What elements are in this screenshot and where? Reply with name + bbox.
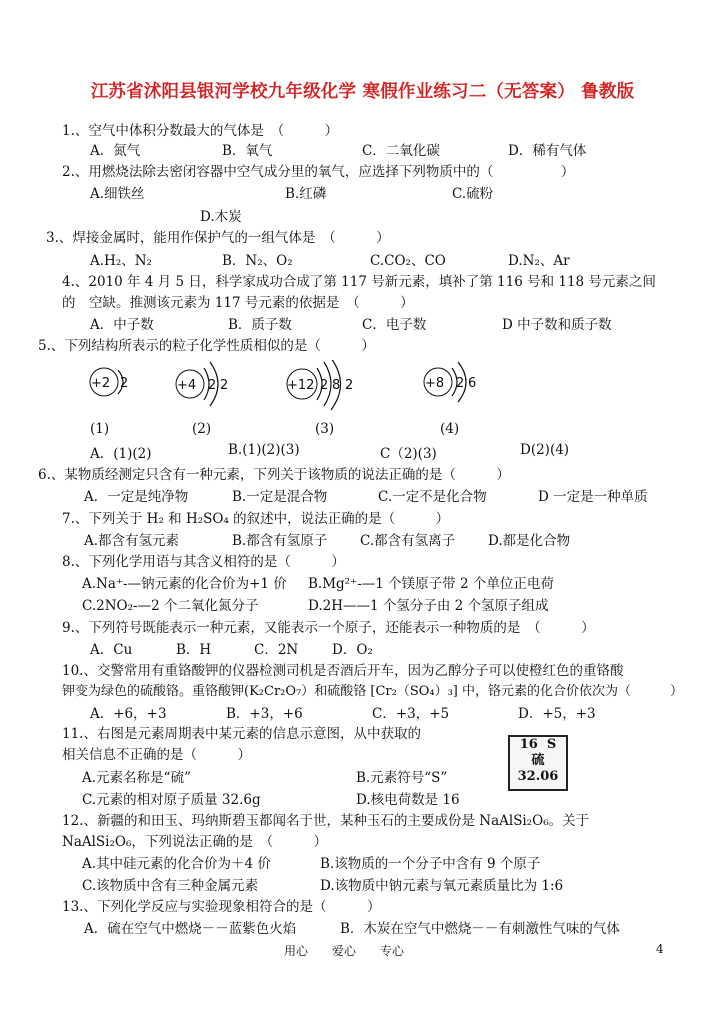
q9-option-d: D．O₂ <box>332 642 373 658</box>
q10-option-b: B．+3，+6 <box>226 706 303 722</box>
q3-option-d: D.N₂、Ar <box>508 253 570 269</box>
question-9-stem: 9.、下列符号既能表示一种元素，又能表示一个原子，还能表示一种物质的是 （ ） <box>62 620 595 636</box>
question-2-stem: 2.、用燃烧法除去密闭容器中空气成分里的氧气，应选择下列物质中的（ ） <box>62 164 575 180</box>
q7-option-c: C.都含有氢离子 <box>360 533 456 549</box>
svg-text:+4: +4 <box>177 378 197 393</box>
q5-option-d: D(2)(4) <box>520 442 570 458</box>
atom-diagram-4 <box>424 362 476 402</box>
element-name: 硫 <box>531 753 545 768</box>
q10-option-c: C．+3，+5 <box>372 706 450 722</box>
q9-option-a: A．Cu <box>90 642 133 658</box>
question-7-stem: 7.、下列关于 H₂ 和 H₂SO₄ 的叙述中，说法正确的是（ ） <box>62 511 450 527</box>
q3-option-c: C.CO₂、CO <box>370 253 446 269</box>
q8-option-a: A.Na⁺-—钠元素的化合价为+1 价 <box>82 576 287 592</box>
question-8-stem: 8.、下列化学用语与其含义相符的是（ ） <box>62 554 345 570</box>
q12-option-b: B.该物质的一个分子中含有 9 个原子 <box>320 856 541 872</box>
q13-option-b: B．木炭在空气中燃烧－－有刺激性气味的气体 <box>340 921 620 937</box>
diagram-label-2: (2) <box>192 421 212 437</box>
q1-option-a: A．氮气 <box>90 143 141 159</box>
q12-option-c: C.该物质中含有三种金属元素 <box>82 878 259 894</box>
periodic-element-card <box>508 735 568 791</box>
footer-word-1: 用心 <box>284 944 309 958</box>
nucleus-label: +2 <box>91 376 111 391</box>
svg-text:6: 6 <box>468 376 477 391</box>
page-number: 4 <box>656 942 664 956</box>
svg-text:+8: +8 <box>425 376 445 391</box>
question-4-stem-cont: 的 空缺。推测该元素为 117 号元素的依据是 （ ） <box>62 295 414 311</box>
atomic-number: 16 <box>519 737 538 752</box>
question-12-stem: 12.、新疆的和田玉、玛纳斯碧玉都闻名于世，某种玉石的主要成份是 NaAlSi₂O₆。关于 <box>62 813 590 829</box>
svg-text:2: 2 <box>456 376 465 391</box>
q2-option-b: B.红磷 <box>285 186 327 202</box>
q11-option-d: D.核电荷数是 16 <box>356 792 460 808</box>
q6-option-c: C.一定不是化合物 <box>378 489 487 505</box>
svg-text:2: 2 <box>208 378 217 393</box>
svg-text:+12: +12 <box>287 378 315 393</box>
svg-text:8: 8 <box>332 378 341 393</box>
q6-option-a: A．一定是纯净物 <box>84 489 189 505</box>
question-4-stem: 4.、2010 年 4 月 5 日，科学家成功合成了第 117 号新元素，填补了第 116 号和 118 号元素之间 <box>62 274 656 290</box>
q3-option-a: A.H₂、N₂ <box>90 253 152 269</box>
q5-option-a: A．(1)(2) <box>90 446 152 462</box>
q6-option-d: D 一定是一种单质 <box>538 489 648 505</box>
q11-option-c: C.元素的相对原子质量 32.6g <box>82 792 261 808</box>
atomic-structure-diagrams <box>80 360 500 420</box>
q12-option-d: D.该物质中钠元素与氧元素质量比为 1:6 <box>320 878 564 894</box>
q4-option-b: B．质子数 <box>228 317 292 333</box>
q7-option-d: D.都是化合物 <box>488 533 571 549</box>
svg-text:2: 2 <box>345 378 354 393</box>
q10-option-a: A．+6，+3 <box>90 706 167 722</box>
q13-option-a: A．硫在空气中燃烧－－蓝紫色火焰 <box>84 921 297 937</box>
question-5-stem: 5.、下列结构所表示的粒子化学性质相似的是（ ） <box>38 338 375 354</box>
q2-option-d: D.木炭 <box>200 209 242 225</box>
q1-option-d: D．稀有气体 <box>508 143 587 159</box>
atom-diagram-3 <box>287 360 353 410</box>
atom-diagram-2 <box>176 362 228 406</box>
q4-option-a: A．中子数 <box>90 317 154 333</box>
atomic-mass: 32.06 <box>517 769 559 784</box>
q1-option-b: B．氧气 <box>222 143 273 159</box>
question-11-stem: 11.、右图是元素周期表中某元素的信息示意图，从中获取的 <box>62 726 421 742</box>
footer-word-2: 爱心 <box>332 944 357 958</box>
q2-option-a: A.细铁丝 <box>90 186 145 202</box>
q7-option-b: B.都含有氢原子 <box>232 533 328 549</box>
question-13-stem: 13.、下列化学反应与实验现象相符合的是（ ） <box>62 899 381 915</box>
svg-text:2: 2 <box>320 378 329 393</box>
diagram-label-3: (3) <box>315 421 335 437</box>
q5-option-c: C（2)(3) <box>380 446 437 462</box>
q9-option-c: C．2N <box>254 642 299 658</box>
question-11-stem-cont: 相关信息不正确的是（ ） <box>62 747 251 763</box>
q7-option-a: A.都含有氢元素 <box>84 533 180 549</box>
question-6-stem: 6.、某物质经测定只含有一种元素，下列关于该物质的说法正确的是（ ） <box>38 467 510 483</box>
atom-diagram-1 <box>90 368 128 396</box>
q11-option-a: A.元素名称是“硫” <box>82 770 191 786</box>
q4-option-c: C．电子数 <box>362 317 427 333</box>
q6-option-b: B.一定是混合物 <box>232 489 328 505</box>
q5-option-b: B.(1)(2)(3) <box>228 442 300 458</box>
question-12-stem-cont: NaAlSi₂O₆，下列说法正确的是 （ ） <box>62 834 328 850</box>
diagram-label-4: (4) <box>440 421 460 437</box>
q8-option-b: B.Mg²⁺-—1 个镁原子带 2 个单位正电荷 <box>308 576 554 592</box>
q12-option-a: A.其中硅元素的化合价为＋4 价 <box>82 856 271 872</box>
q10-option-d: D．+5，+3 <box>518 706 596 722</box>
q3-option-b: B．N₂、O₂ <box>222 253 293 269</box>
q2-option-c: C.硫粉 <box>452 186 494 202</box>
q8-option-d: D.2H——1 个氢分子由 2 个氢原子组成 <box>308 598 549 614</box>
q8-option-c: C.2NO₂-—2 个二氧化氮分子 <box>82 598 259 614</box>
q4-option-d: D 中子数和质子数 <box>502 317 612 333</box>
question-10-stem: 10.、交警常用有重铬酸钾的仪器检测司机是否酒后开车，因为乙醇分子可以使橙红色的重铬酸 <box>62 663 624 679</box>
page-title: 江苏省沭阳县银河学校九年级化学 寒假作业练习二（无答案） 鲁教版 <box>90 82 635 102</box>
diagram-label-1: (1) <box>90 421 110 437</box>
question-1-stem: 1.、空气中体积分数最大的气体是 （ ） <box>62 123 339 139</box>
q11-option-b: B.元素符号“S” <box>356 770 448 786</box>
q1-option-c: C．二氧化碳 <box>362 143 440 159</box>
q9-option-b: B．H <box>176 642 212 658</box>
svg-text:2: 2 <box>120 376 129 391</box>
footer-word-3: 专心 <box>380 944 405 958</box>
question-3-stem: 3.、焊接金属时，能用作保护气的一组气体是 （ ） <box>46 230 390 246</box>
element-symbol: S <box>546 737 557 752</box>
svg-text:2: 2 <box>220 378 229 393</box>
question-10-stem-cont: 钾变为绿色的硫酸铬。重铬酸钾(K₂Cr₂O₇）和硫酸铬 [Cr₂（SO₄）₃] 中，铬元素的化合价依次为（ ） <box>62 684 684 699</box>
